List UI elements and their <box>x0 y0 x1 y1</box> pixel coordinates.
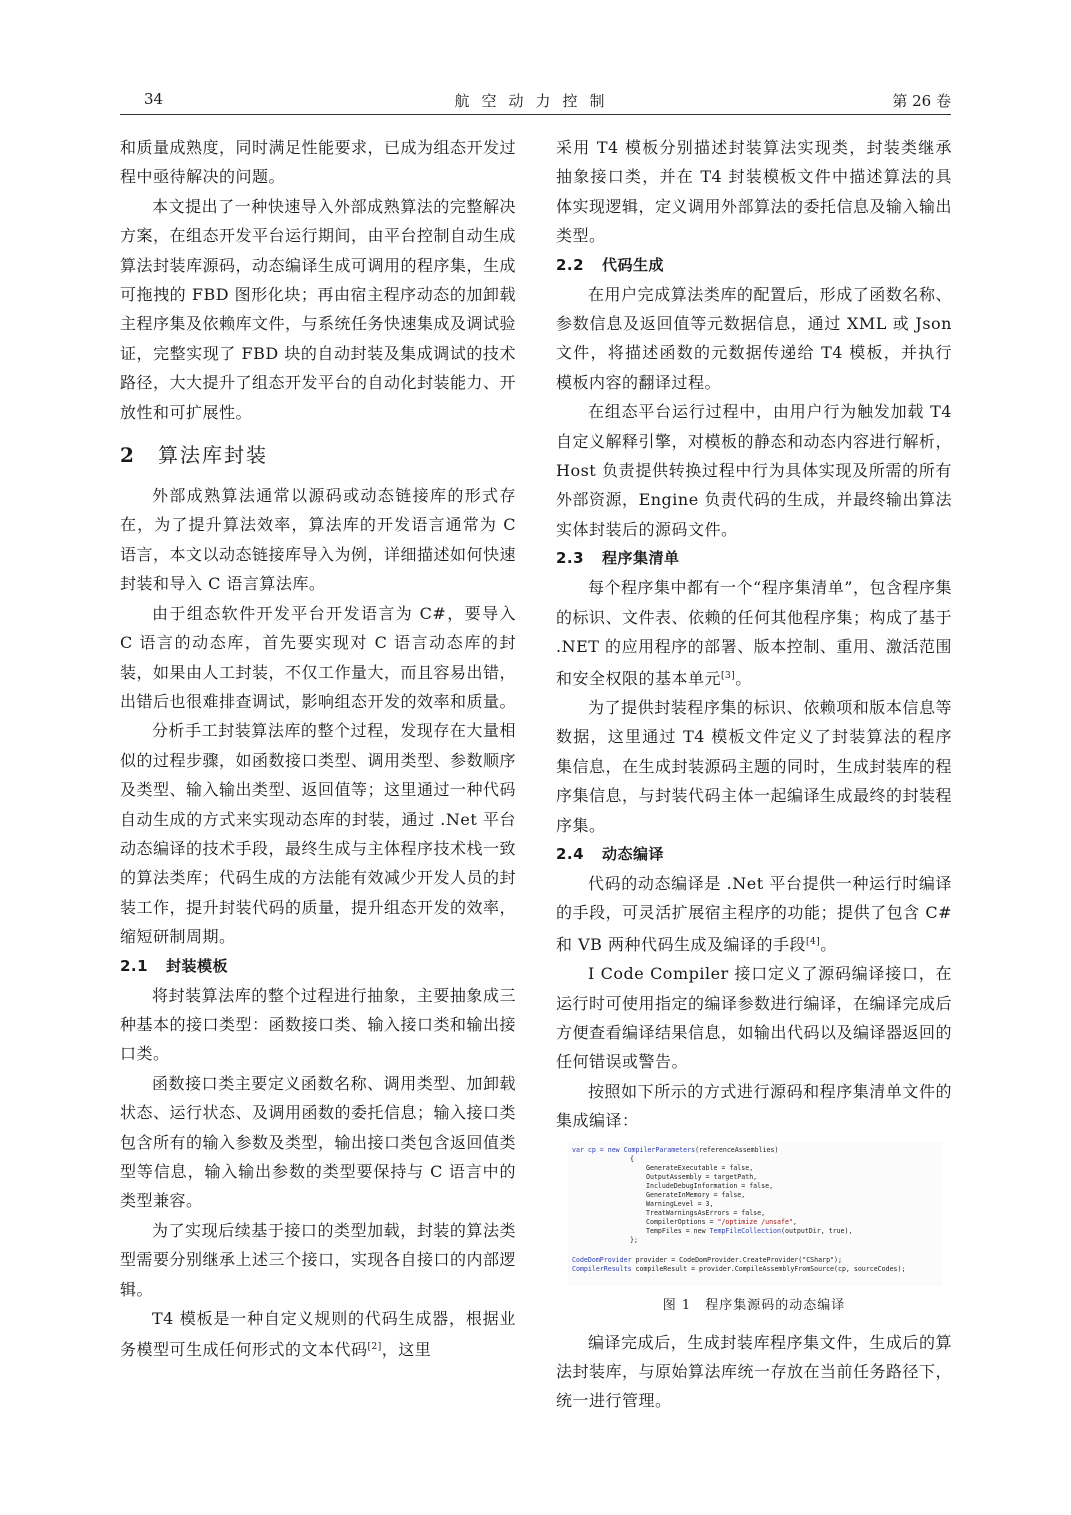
paragraph: 将封装算法库的整个过程进行抽象，主要抽象成三种基本的接口类型：函数接口类、输入接口类和输出接口类。 <box>120 985 517 1064</box>
subsection-number: 2.2 <box>556 255 585 274</box>
subsection-number: 2.1 <box>120 956 149 975</box>
code-text: CompilerOptions = <box>646 1217 718 1226</box>
code-line: WarningLevel = 3, <box>646 1199 714 1208</box>
citation-ref: [4] <box>806 936 821 947</box>
volume-label: 第 26 卷 <box>892 92 951 110</box>
code-text: (referenceAssemblies) <box>695 1145 779 1154</box>
paragraph <box>556 869 952 959</box>
subsection-heading <box>120 952 516 981</box>
subsection-heading <box>556 544 952 573</box>
paragraph: 由于组态软件开发平台开发语言为 C#，要导入 C 语言的动态库，首先要实现对 C 语言动态库的封装，如果由人工封装，不仅工作量大，而且容易出错，出错后也很难排查调试，影响组态开发的效率和质量。 <box>120 603 517 711</box>
code-type: TempFileCollection <box>709 1226 781 1235</box>
paragraph: 在组态平台运行过程中，由用户行为触发加载 T4 自定义解释引擎，对模板的静态和动态内容进行解析，Host 负责提供转换过程中行为具体实现及所需的所有外部资源，Engine 负责代码的生成，并最终输出算法实体封装后的源码文件。 <box>556 402 953 539</box>
paragraph: 分析手工封装算法库的整个过程，发现存在大量相似的过程步骤，如函数接口类型、调用类型、参数顺序及类型、输入输出类型、返回值等；这里通过一种代码自动生成的方式来实现动态库的封装，通过 .Net 平台动态编译的技术手段，最终生成与主体程序技术栈一致的算法类库；代码生成的方法能有效减少开发人员的封装工作，提升封装代码的质量，提升组态开发的效率，缩短研制周期。 <box>120 721 517 947</box>
paragraph: I Code Compiler 接口定义了源码编译接口，在运行时可使用指定的编译参数进行编译，在编译完成后方便查看编译结果信息，如输出代码以及编译器返回的任何错误或警告。 <box>556 964 953 1072</box>
subsection-number: 2.4 <box>556 844 585 863</box>
paragraph <box>556 573 952 693</box>
paragraph: 和质量成熟度，同时满足性能要求，已成为组态开发过程中亟待解决的问题。 <box>120 138 517 187</box>
code-line: GenerateExecutable = false, <box>646 1163 754 1172</box>
subsection-heading <box>556 840 952 869</box>
code-line: IncludeDebugInformation = false, <box>646 1181 774 1190</box>
paragraph-text: T4 模板是一种自定义规则的代码生成器，根据业务模型可生成任何形式的文本代码 <box>120 1309 516 1360</box>
citation-ref: [2] <box>367 1342 382 1353</box>
code-screenshot-figure <box>568 1142 942 1286</box>
citation-ref: [3] <box>721 670 736 681</box>
code-string: "/optimize /unsafe" <box>717 1217 793 1226</box>
subsection-title: 代码生成 <box>602 255 665 274</box>
paragraph: 编译完成后，生成封装库程序集文件，生成后的算法封装库，与原始算法库统一存放在当前任务路径下，统一进行管理。 <box>556 1332 953 1411</box>
section-title: 算法库封装 <box>158 443 268 468</box>
code-type: CompilerParameters <box>623 1145 696 1154</box>
paragraph: 本文提出了一种快速导入外部成熟算法的完整解决方案，在组态开发平台运行期间，由平台控制自动生成算法封装库源码，动态编译生成可调用的程序集，生成可拖拽的 FBD 图形化块；再由宿主程序动态的加卸载主程序集及依赖库文件，与系统任务快速集成及调试验证，完整实现了 FBD 块的自动封装及集成调试的技术路径，大大提升了组态开发平台的自动化封装能力、开放性和可扩展性。 <box>120 196 517 422</box>
subsection-heading <box>556 251 952 280</box>
paragraph <box>120 1304 516 1365</box>
section-number: 2 <box>120 443 136 468</box>
paragraph-text: 代码的动态编译是 .Net 平台提供一种运行时编译的手段，可灵活扩展宿主程序的功能；提供了包含 C# 和 VB 两种代码生成及编译的手段 <box>556 873 952 954</box>
paragraph: 为了实现后续基于接口的类型加载，封装的算法类型需要分别继承上述三个接口，实现各自接口的内部逻辑。 <box>120 1220 517 1299</box>
code-type: CodeDomProvider <box>572 1255 632 1264</box>
subsection-title: 封装模板 <box>166 956 229 975</box>
code-text: , <box>792 1217 797 1226</box>
paragraph: 外部成熟算法通常以源码或动态链接库的形式存在，为了提升算法效率，算法库的开发语言通常为 C 语言，本文以动态链接库导入为例，详细描述如何快速封装和导入 C 语言算法库。 <box>120 486 517 594</box>
code-line: { <box>630 1154 634 1163</box>
paragraph: 采用 T4 模板分别描述封装算法实现类，封装类继承抽象接口类，并在 T4 封装模板文件中描述算法的具体实现逻辑，定义调用外部算法的委托信息及输入输出类型。 <box>556 138 953 246</box>
subsection-title: 程序集清单 <box>602 549 680 568</box>
code-line <box>572 1265 905 1274</box>
paragraph-tail: ，这里 <box>381 1340 432 1360</box>
subsection-number: 2.3 <box>556 549 585 568</box>
code-text: (outputDir, true), <box>781 1226 853 1235</box>
code-line: TreatWarningsAsErrors = false, <box>646 1208 766 1217</box>
code-line <box>572 1256 842 1265</box>
running-header <box>120 88 951 115</box>
section-heading <box>120 439 516 471</box>
paragraph-text: 每个程序集中都有一个“程序集清单”，包含程序集的标识、文件表、依赖的任何其他程序集；构成了基于 .NET 的应用程序的部署、版本控制、重用、激活范围和安全权限的基本单元 <box>556 578 953 688</box>
right-column <box>556 133 952 1416</box>
code-line <box>646 1218 797 1227</box>
subsection-title: 动态编译 <box>602 844 665 863</box>
journal-title: 航空动力控制 <box>454 92 617 110</box>
code-line: OutputAssembly = targetPath, <box>646 1172 758 1181</box>
code-text: TempFiles = new <box>646 1226 710 1235</box>
code-line <box>572 1146 778 1155</box>
paragraph: 在用户完成算法类库的配置后，形成了函数名称、参数信息及返回值等元数据信息，通过 XML 或 Json 文件，将描述函数的元数据传递给 T4 模板，并执行模板内容的翻译过程。 <box>556 284 952 392</box>
code-line: GenerateInMemory = false, <box>646 1190 746 1199</box>
paragraph: 函数接口类主要定义函数名称、调用类型、加卸载状态、运行状态、及调用函数的委托信息；输入接口类包含所有的输入参数及类型，输出接口类包含返回值类型等信息，输入输出参数的类型要保持与 C 语言中的类型兼容。 <box>120 1073 517 1211</box>
paragraph-tail: 。 <box>820 934 837 954</box>
code-line <box>646 1227 852 1236</box>
code-text: compileResult = provider.CompileAssemblyFromSource(cp, sourceCodes); <box>631 1264 906 1273</box>
code-type: CompilerResults <box>572 1264 632 1273</box>
paragraph: 为了提供封装程序集的标识、依赖项和版本信息等数据，这里通过 T4 模板文件定义了封装算法的程序集信息，在生成封装源码主题的同时，生成封装库的程序集信息，与封装代码主体一起编译生成最终的封装程序集。 <box>556 697 953 835</box>
figure-caption: 图 1 程序集源码的动态编译 <box>662 1297 846 1313</box>
paragraph: 按照如下所示的方式进行源码和程序集清单文件的集成编译： <box>556 1081 952 1131</box>
page-number: 34 <box>144 90 164 108</box>
code-keyword: var cp = new <box>572 1145 624 1154</box>
paragraph-tail: 。 <box>735 668 752 688</box>
code-text: provider = CodeDomProvider.CreateProvider("CSharp"); <box>631 1255 842 1264</box>
code-line: }; <box>630 1235 638 1244</box>
left-column <box>120 133 516 1365</box>
